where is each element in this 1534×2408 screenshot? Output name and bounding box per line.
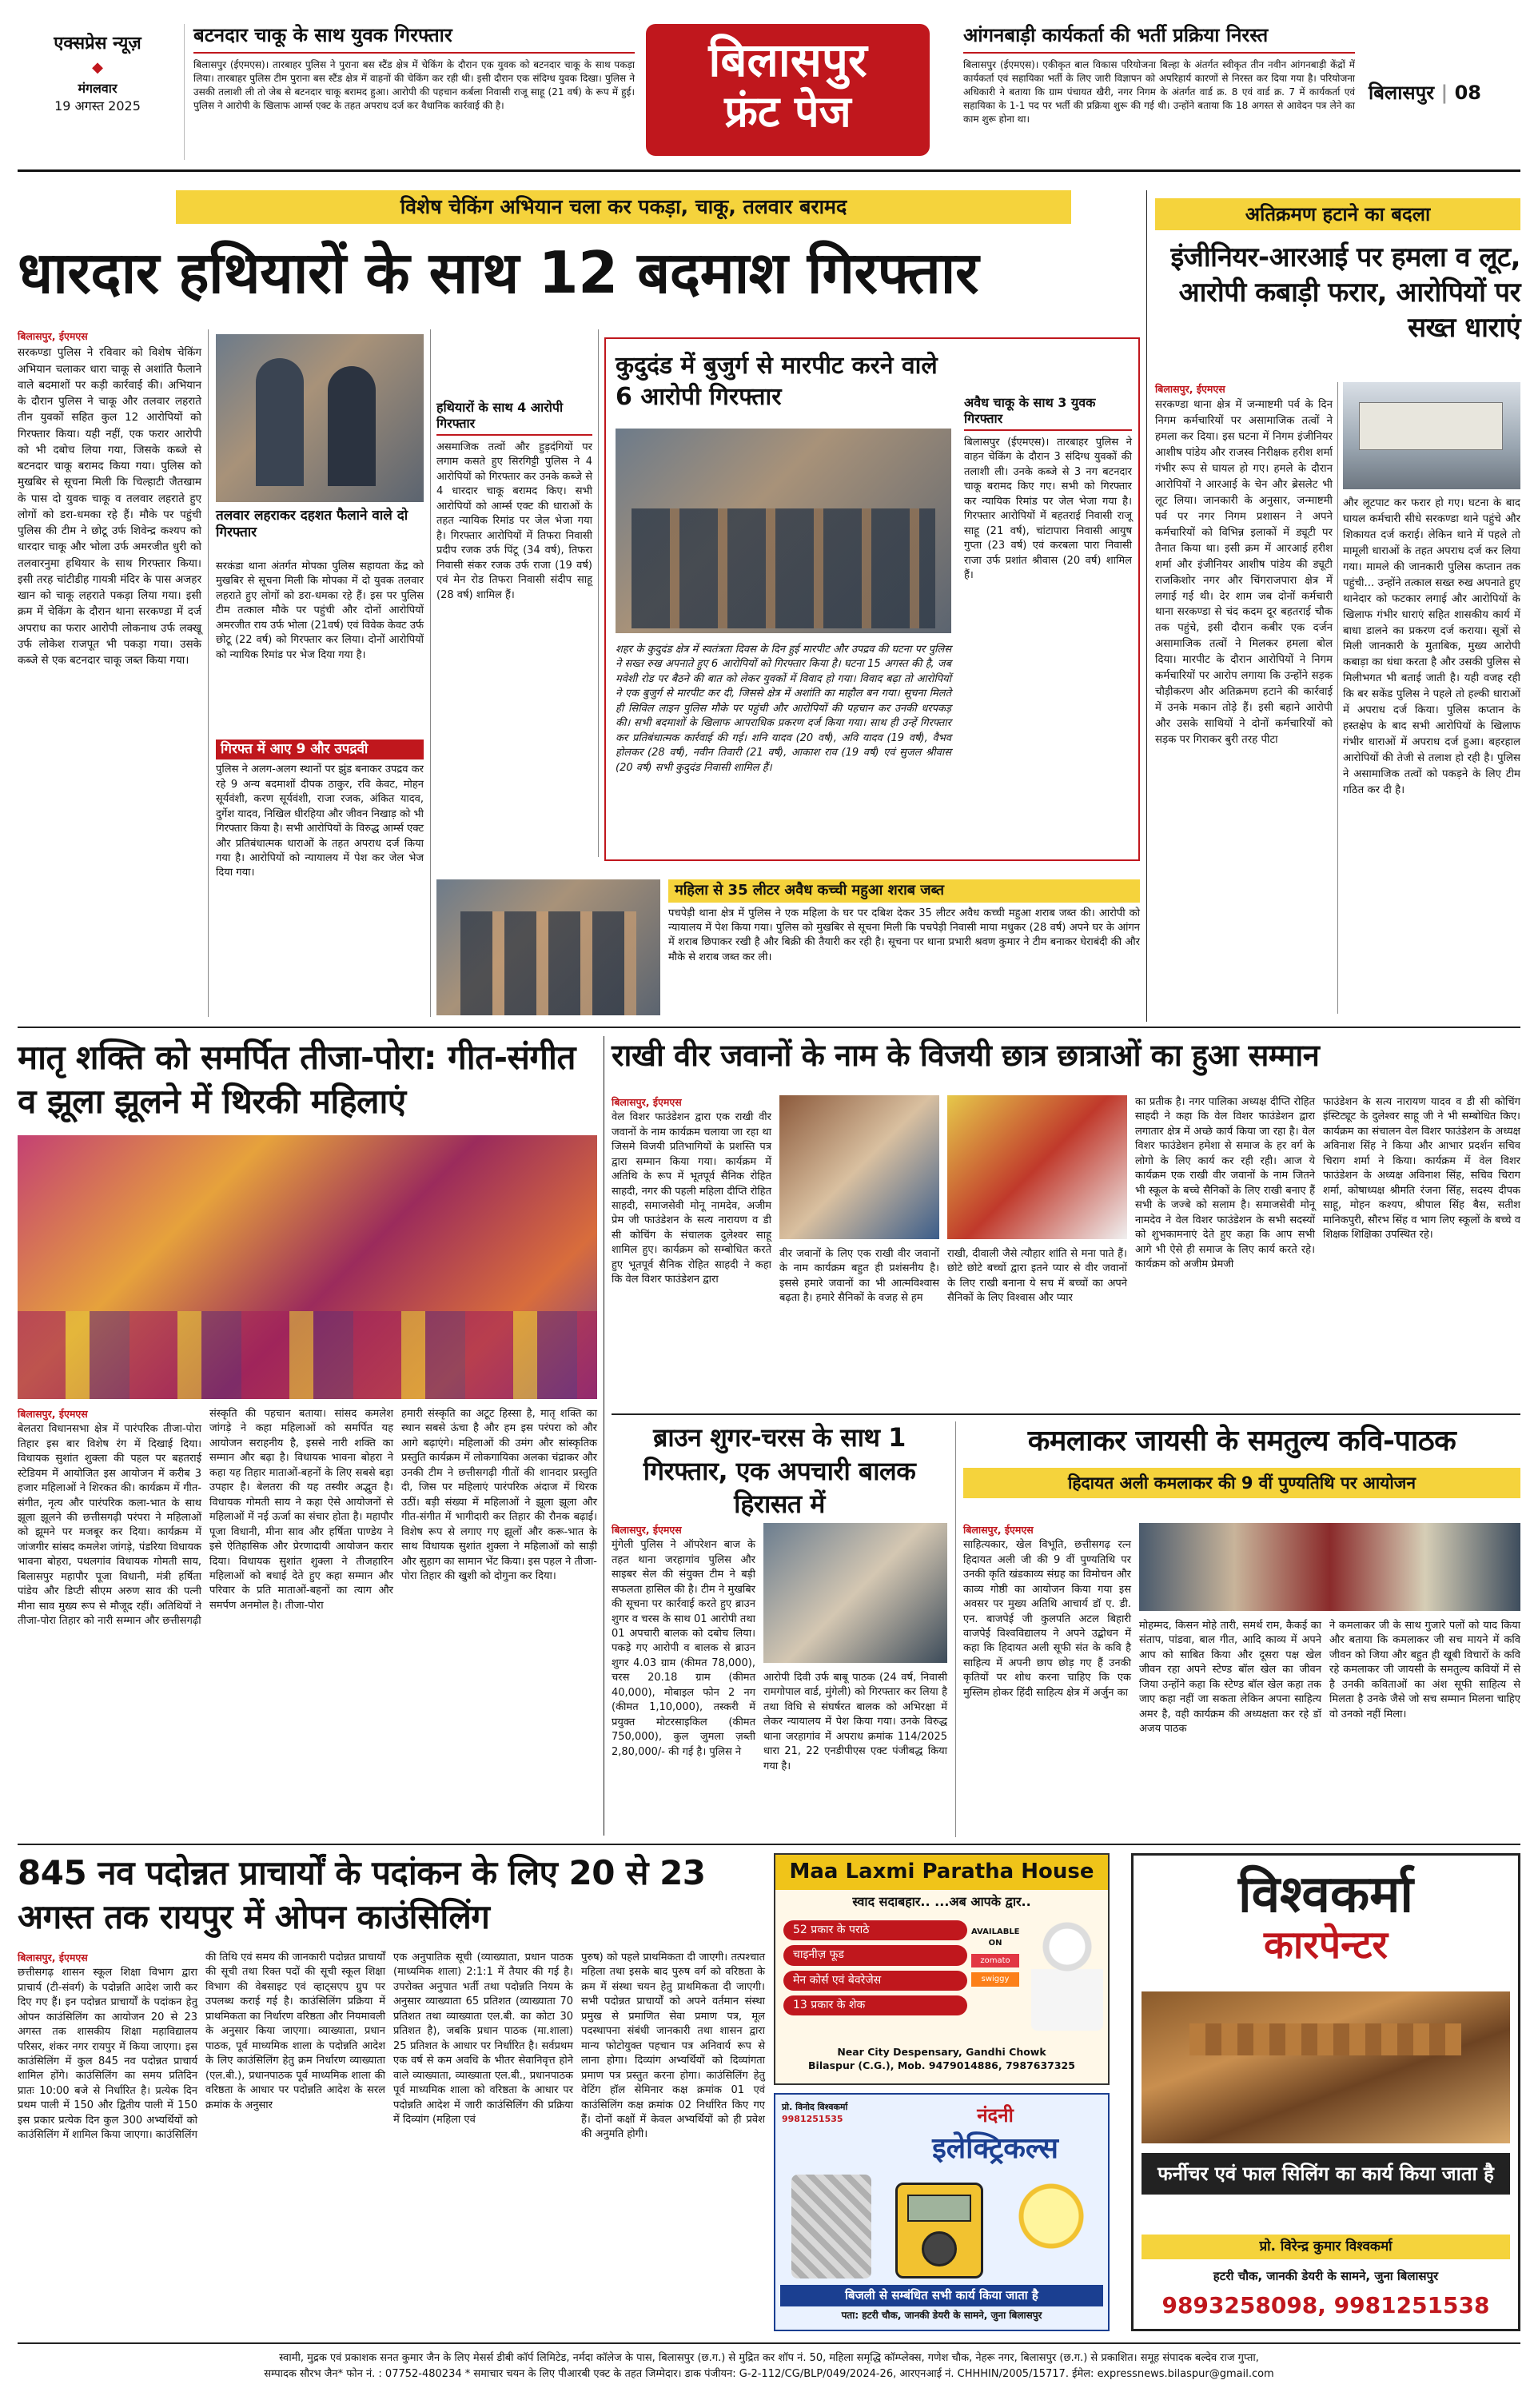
brand-block (18, 32, 177, 152)
masthead-right-story (963, 22, 1355, 126)
teeja-col1 (18, 1407, 201, 1629)
logo-line2: फ्रंट पेज (724, 86, 851, 137)
brand-diamond-icon: ◆ (92, 59, 103, 77)
carpenter-address: हटरी चौक, जानकी डेयरी के सामने, जुना बिलासपुर (1213, 2269, 1439, 2283)
right-lead-dateline: बिलासपुर, ईएमएस (1155, 383, 1225, 395)
paratha-apps (971, 1927, 1019, 1987)
page-section-label: बिलासपुर | 08 (1369, 82, 1481, 104)
teeja-dateline: बिलासपुर, ईएमएस (18, 1408, 88, 1420)
rakhi-col4: का प्रतीक है। नगर पालिका अध्यक्ष दीप्ति रोहित साहदी ने कहा कि वेल विशर फाउंडेशन द्वारा लगातार क्षेत्र में अच्छे कार्य किया जा रहा है। वेल विशर फाउंडेशन हमेशा से समाज के हर वर्ग के लोगो के लिए कार्य कर रही रही। आज ये कार्यक्रम एक राखी वीर जवानों के नाम जितने भी स्कूल के बच्चे सैनिकों के लिए राखी बनाए हैं सभी के जज्बे को सलाम है। समाजसेवी मोनू नामदेव ने वेल विशर फाउंडेशन के सभी सदस्यों को शुभकामनाएं देते हुए कहा कि आप सभी आगे भी ऐसे ही समाज के लिए कार्य करते रहे। कार्यक्रम को अजीम प्रेमजी (1135, 1096, 1315, 1270)
paratha-item: 13 प्रकार के शेक (783, 1995, 967, 2015)
electric-brand: इलेक्ट्रिकल्स (932, 2132, 1058, 2166)
lead-sub2-head: गिरफ्त में आए 9 और उपद्रवी (216, 740, 424, 759)
right-lead-photo (1343, 382, 1520, 489)
rakhi-col3: राखी, दीवाली जैसे त्यौहार शांति से मना पाते हैं। छोटे छोटे बच्चों द्वारा इतने प्यार से वीर जवानों के लिए राखी बनाना ये सच में बच्चों का अपने सैनिकों के लिए विश्वास और प्यार (947, 1248, 1127, 1305)
kudu-box (604, 337, 1140, 861)
paratha-address-line: Near City Despensary, Gandhi Chowk (837, 2046, 1046, 2058)
counseling-col1 (18, 1951, 197, 2143)
rakhi-col5: फाउंडेशन के सत्य नारायण यादव व डी सी कोचिंग इंस्टिट्यूट के दुलेश्वर साहू जी ने भी सम्बोधित किए। कार्यक्रम का संचालन वेल विशर फाउंडेशन के अध्यक्ष अविनाश सिंह ने किया और आभार प्रदर्शन सचिव चिराग शर्मा ने किया। कार्यक्रम में वेल विशर फाउंडेशन के अध्यक्ष अविनाश सिंह, सचिव चिराग शर्मा, कोषाध्यक्ष श्रीमति रंजना सिंह, सदस्य दीपक साहू, मोहन कश्यप, श्रीपाल सिंह बैस, सतीश मानिकपुरी, सौरभ सिंह व भाग लिए स्कूलों के बच्चे व शिक्षक शिक्षिका उपस्थित रहे। (1323, 1096, 1520, 1242)
kamla-photo (1139, 1523, 1520, 1611)
counseling-col4: पुरुष) को पहले प्राथमिकता दी जाएगी। तत्पश्चात महिला तथा इसके बाद पुरुष वर्ग को वरिष्ठता के क्रम में संस्था चयन हेतु प्राथमिकता दी जाएगी। सभी पदोन्नत प्राचार्यों को अपने वर्तमान संस्था प्रमुख से प्रमाणित सेवा प्रमाण पत्र, मूल पदस्थापना संबंधी जानकारी तथा शासन द्वारा मान्य फोटोयुक्त पहचान पत्र अनिवार्य रूप से लाना होगा। दिव्यांग अभ्यर्थियों को दिव्यांगता प्रमाण पत्र प्रस्तुत करना होगा। काउंसिलिंग हेतु वेटिंग हॉल सेमिनार कक्ष क्रमांक 01 एवं काउंसिलिंग कक्ष क्रमांक 02 निर्धारित किए गए हैं। दोनों कक्षों में केवल अभ्यर्थियों को ही प्रवेश की अनुमति होगी। (581, 1952, 765, 2141)
lead-sub1-body: सरकंडा थाना अंतर्गत मोपका पुलिस सहायता केंद्र को मुखबिर से सूचना मिली कि मोपका में दो युवक तलवार लहराते हुए लोगों को डरा-धमका रहे हैं। इस पर पुलिस टीम तत्काल मौके पर पहुंची और दोनों आरोपियों अमरजीत राय उर्फ भोला (21वर्ष) एवं विवेक केवट उर्फ छोटू (22 वर्ष) को गिरफ्तार कर लिया। दोनों आरोपियों को न्यायिक रिमांड पर भेज दिया गया है। (216, 560, 424, 661)
brand-date: 19 अगस्त 2025 (54, 98, 141, 114)
lead-photo1-caption: तलवार लहराकर दहशत फैलाने वाले दो गिरफ्तार (216, 508, 408, 541)
lead-sub3-body: असमाजिक तत्वों और हुड़दंगियों पर लगाम कसते हुए सिरगिट्टी पुलिस ने 4 आरोपियों को गिरफ्तार कर उनके कब्जे से 4 धारदार चाकू बरामद किए। सभी आरोपियों को आर्म्स एक्ट की धाराओं के तहत न्यायिक रिमांड पर जेल भेजा गया है। गिरफ्तार आरोपियों में तिफरा निवासी प्रदीप रजक उर्फ पिंटू (34 वर्ष), तिफरा निवासी संकर रजक उर्फ राजा (19 वर्ष) एवं मेन रोड तिफरा निवासी संदीप साहू (28 वर्ष) शामिल हैं। (436, 441, 592, 601)
brand-top: एक्सप्रेस न्यूज़ (54, 34, 141, 54)
carpenter-title: विश्वकर्मा (1238, 1865, 1413, 1924)
kamla-headline: कमलाकर जायसी के समतुल्य कवि-पाठक (1027, 1425, 1456, 1457)
electric-address: पता: हटरी चौक, जानकी डेयरी के सामने, जुना बिलासपुर (841, 2310, 1042, 2321)
kamla-col3: ने कमलाकर जी के साथ गुजारे पलों को याद किया और बताया कि कमलाकर जी सच मायने में कवि जीवन को जिया और बहुत ही खूबी विचारों के कवि रहे कमलाकर जी जायसी के समतुल्य कवियों में से है उनकी कविताओं का अंश सूफी साहित्य से मिलता है उनके जैसे जो सच सम्मान मिलना चाहिए वो उनको नहीं मिला। (1329, 1620, 1520, 1720)
teeja-col2: संस्कृति की पहचान बताया। सांसद कमलेश जांगड़े ने कहा महिलाओं को समर्पित यह आयोजन सराहनीय है, इससे नारी शक्ति का सम्मान और बढ़ा है। विधायक भावना बोहरा ने कहा यह तिहार माताओं-बहनों के लिए सबसे बड़ा उपहार है। बेलतरा की यह तस्वीर अद्भुत है। विधायक गोमती साय ने कहा ऐसे आयोजनों से महिलाओं में नई ऊर्जा का संचार होता है। महापौर पूजा विधानी, मीना साव और हर्षिता पाण्डेय ने इसे ऐतिहासिक और प्रेरणादायी आयोजन करार दिया। विधायक सुशांत शुक्ला ने तीजहारिन महिलाओं को बधाई देते हुए कहा सम्मान और परिवार के प्रति माताओं-बहनों का त्याग और समर्पण अनमोल है। तीजा-पोरा (209, 1408, 393, 1612)
lead-sub4-head: अवैध चाकू के साथ 3 युवक गिरफ्तार (964, 395, 1132, 431)
paratha-tagline2: ...अब आपके द्वार.. (934, 1893, 1031, 1909)
front-page-logo (646, 24, 930, 156)
masthead-left-story (193, 22, 635, 113)
electric-owner-box (782, 2101, 886, 2125)
brown-col2: आरोपी दिवी उर्फ बाबू पाठक (24 वर्ष, निवासी रामगोपाल वार्ड, मुंगेली) को गिरफ्तार कर लिया है तथा विधि से संघर्षरत बालक को अभिरक्षा में लेकर न्यायालय में पेश किया गया। उनके विरुद्ध थाना जरहागांव में अपराध क्रमांक 114/2025 धारा 21, 22 एनडीपीएस एक्ट पंजीबद्ध किया गया है। (763, 1672, 947, 1772)
kudu-body: शहर के कुदुदंड क्षेत्र में स्वतंत्रता दिवस के दिन हुई मारपीट और उपद्रव की घटना पर पुलिस ने सख्त रुख अपनाते हुए 6 आरोपियों को गिरफ्तार किया है। घटना 15 अगस्त की है, जब मवेशी रोड पर बैठने की बात को लेकर युवकों में विवाद हो गया। विवाद बढ़ा तो आरोपियों ने एक बुजुर्ग से मारपीट कर दी, जिससे क्षेत्र में अशांति का माहौल बन गया। सूचना मिलते ही सिविल लाइन पुलिस मौके पर पहुंची और आरोपियों की पहचान कर उनकी धरपकड़ की। सभी बदमाशों के खिलाफ आपराधिक प्रकरण दर्ज किया गया। साथ ही उन्हें गिरफ्तार कर प्रतिबंधात्मक कार्रवाई की गई। शनि यादव (20 वर्ष), अवि यादव (19 वर्ष), वैभव होलकर (28 वर्ष), नवीन तिवारी (21 वर्ष), आकाश राव (19 वर्ष) एवं सुजल श्रीवास (20 वर्ष) सभी कुदुदंड निवासी शामिल हैं। (616, 644, 951, 774)
rakhi-headline: राखी वीर जवानों के नाम के विजयी छात्र छात्राओं का हुआ सम्मान (612, 1038, 1320, 1073)
paratha-item: 52 प्रकार के पराठे (783, 1920, 967, 1940)
page-number: 08 (1454, 82, 1481, 104)
masthead (0, 0, 1534, 164)
rakhi-col1-text: वेल विशर फाउंडेशन द्वारा एक राखी वीर जवानों के नाम कार्यक्रम चलाया जा रहा था जिसमे विजयी प्रतिभागियों के प्रशस्ति पत्र द्वारा सम्मान किया गया। कार्यक्रम में अतिथि के रूप में भूतपूर्व सैनिक रोहित साहदी, नगर की पहली महिला दीप्ति रोहित साहदी, समाजसेवी मोनू नामदेव, अजीम प्रेम जी फाउंडेशन के सत्य नारायण व डी सी कोचिंग के संचालक दुलेश्वर साहू शामिल हुए। कार्यक्रम को सम्बोधित करते हुए भूतपूर्व सैनिक रोहित साहदी ने कहा कि वेल विशर फाउंडेशन द्वारा (612, 1111, 771, 1286)
counseling-col1-text: छत्तीसगढ़ शासन स्कूल शिक्षा विभाग द्वारा प्राचार्य (टी-संवर्ग) के पदोन्नति आदेश जारी कर दिए गए हैं। इन पदोन्नत प्राचार्यों के पदांकन हेतु ओपन काउंसिलिंग का आयोजन 20 से 23 अगस्त तक शासकीय शिक्षा महाविद्यालय परिसर, शंकर नगर रायपुर में किया जाएगा। इस काउंसिलिंग में कुल 845 नव पदोन्नत प्राचार्य शामिल होंगे। काउंसिलिंग का समय प्रतिदिन प्रातः 10:00 बजे से निर्धारित है। प्रत्येक दिन प्रथम पाली में 150 और द्वितीय पाली में 150 इस प्रकार प्रत्येक दिन कुल 300 अभ्यर्थियों को काउंसिलिंग में शामिल किया जाएगा। काउंसिलिंग (18, 1967, 197, 2142)
teeja-col3: हमारी संस्कृति का अटूट हिस्सा है, मातृ शक्ति का स्थान सबसे ऊंचा है और हम इस परंपरा को और आगे बढ़ाएंगे। महिलाओं की उमंग और सांस्कृतिक प्रस्तुति कार्यक्रम में लोकगायिका अलका चंद्राकर और उनकी टीम ने छत्तीसगढ़ी गीतों की शानदार प्रस्तुति दी, जिस पर महिलाएं पारंपरिक अंदाज में थिरक उठीं। बड़ी संख्या में महिलाओं ने झूला झूला और गीत-संगीत में भागीदारी कर तिहार की रौनक बढ़ाई। विशेष रूप से लगाए गए झूलों और करू-भात के साथ विधायक सुशांत शुक्ला ने महिलाओं को साड़ी और सुहाग का सामान भेंट किया। इस पहल ने तीजा-पोरा तिहार की खुशी को दोगुना कर दिया। (401, 1408, 597, 1582)
right-lead-col1 (1155, 382, 1333, 748)
section-name: बिलासपुर (1369, 82, 1435, 104)
kudu-photo (616, 429, 951, 633)
kudu-headline: कुदुदंड में बुजुर्ग से मारपीट करने वाले 6 आरोपी गिरफ्तार (616, 352, 938, 411)
footer (18, 2350, 1520, 2382)
kamla-col2: मोहम्मद, किसन मोहे तारी, समर्थ राम, कैकई का संताप, पांडवा, बाल गीत, आदि काव्य में अपने आप को साबित किया और दूसरा पक्ष खेल जीवन रहा अपने स्टेण्ड बॉल खेल का जीवन जिया उन्होंने कहा कि स्टेण्ड बॉल खेल कहा तक जाए कहा नहीं जा सकता लेकिन अपना साहित्य अमर है, वही कार्यक्रम की अध्यक्षता कर रहे डॉ अजय पाठक (1139, 1620, 1321, 1736)
ad-carpenter (1131, 1853, 1520, 2331)
rakhi-col2: वीर जवानों के लिए एक राखी वीर जवानों के नाम कार्यक्रम बहुत ही प्रशंसनीय है। इससे हमारे जवानों का भी आत्मविश्वास बढ़ता है। हमारे सैनिकों के वजह से हम (779, 1248, 939, 1305)
carpenter-photo (1142, 1991, 1510, 2143)
kamla-kicker: हिदायत अली कमलाकर की 9 वीं पुण्यतिथि पर आयोजन (963, 1468, 1520, 1498)
kamla-dateline: बिलासपुर, ईएमएस (963, 1524, 1034, 1536)
liquor-body: पचपेड़ी थाना क्षेत्र में पुलिस ने एक महिला के घर पर दबिश देकर 35 लीटर अवैध कच्ची महुआ शराब जब्त की। आरोपी को न्यायालय में पेश किया गया। पुलिस को मुखबिर से सूचना मिली कि पचपेड़ी निवासी माया मधुकर (28 वर्ष) अपने घर के आंगन में शराब छिपाकर रखी है और बिक्री की तैयारी कर रही है। सूचना पर थाना प्रभारी श्रवण कुमार ने टीम बनाकर घेराबंदी की और मौके से शराब जब्त कर ली। (668, 907, 1141, 963)
teeja-col1-text: बेलतरा विधानसभा क्षेत्र में पारंपरिक तीजा-पोरा तिहार इस बार विशेष रंग में दिखाई दिया। विधायक सुशांत शुक्ला की पहल पर बहतराई स्टेडियम में आयोजित इस आयोजन में करीब 3 हजार महिलाओं ने शिरकत की। कार्यक्रम में गीत-संगीत, नृत्य और पारंपरिक कला-भात के साथ झूला झूलने की छत्तीसगढ़ी परंपरा ने महिलाओं को झूमने पर मजबूर कर दिया। कार्यक्रम में जांजगीर सांसद कमलेश जांगड़े, पंडरिया विधायक भावना बोहरा, पथलगांव विधायक गोमती साय, बिलासपुर महापौर पूजा विधानी, मंत्री हर्षिता पांडेय और डिप्टी सीएम अरुण साव की पत्नी मीना साव मुख्य रूप से मौजूद रहीं। अतिथियों ने तीजा-पोरा तिहार को नारी सम्मान और छत्तीसगढ़ी (18, 1423, 201, 1628)
lead-kicker: विशेष चेकिंग अभियान चला कर पकड़ा, चाकू, तलवार बरामद (176, 190, 1071, 224)
multimeter-icon (895, 2183, 983, 2278)
available-on-label: AVAILABLE ON (971, 1928, 1020, 1948)
brown-col1 (612, 1523, 755, 1760)
left-story-body: बिलासपुर (ईएमएस)। तारबाहर पुलिस ने पुराना बस स्टैंड क्षेत्र में चेकिंग के दौरान एक युवक को बटनदार चाकू के साथ पकड़ा लिया। तारबाहर पुलिस टीम पुराना बस स्टैंड क्षेत्र में वाहनों की चेकिंग कर रही थी। इसी दौरान एक संदिग्ध युवक दिखा। पुलिस ने उसकी तलाशी ली तो जेब से बटनदार चाकू बरामद हुआ। आरोपी की पहचान कर्बला निवासी राजू साहू (21 वर्ष) के रूप में हुई। पुलिस ने आरोपी के खिलाफ आर्म्स एक्ट के तहत अपराध दर्ज कर वैधानिक कार्रवाई की है। (193, 59, 635, 112)
brown-col1-text: मुंगेली पुलिस ने ऑपरेशन बाज के तहत थाना जरहागांव पुलिस और साइबर सेल की संयुक्त टीम ने बड़ी सफलता हासिल की है। टीम ने मुखबिर की सूचना पर कार्रवाई करते हुए ब्राउन शुगर व चरस के साथ 01 आरोपी तथा 01 अपचारी बालक को दबोच लिया। पकड़े गए आरोपी व बालक से ब्राउन शुगर 4.03 ग्राम (कीमत 78,000), चरस 20.18 ग्राम (कीमत 40,000), मोबाइल फोन 2 नग (कीमत 1,10,000), तस्करी में प्रयुक्त मोटरसाइकिल (कीमत 750,000), कुल जुमला ज़ब्ती 2,80,000/- की गई है। पुलिस ने (612, 1539, 755, 1758)
electric-brand-top: नंदनी (977, 2104, 1014, 2127)
left-story-title: बटनदार चाकू के साथ युवक गिरफ्तार (193, 22, 635, 54)
paratha-contact-line: Bilaspur (C.G.), Mob. 9479014886, 7987637325 (808, 2059, 1075, 2072)
footer-line1: स्वामी, मुद्रक एवं प्रकाशक सनत कुमार जैन के लिए मेसर्स डीबी कॉर्प लिमिटेड, नर्मदा कॉलेज के पास, बिलासपुर (छ.ग.) से मुद्रित कर शॉप नं. 50, महिला समृद्धि कॉम्प्लेक्स, गणेश चौक, नेहरू नगर, बिलासपुर (छ.ग.) से प्रकाशित। समूह संपादक बल्देव राज गुप्ता, (279, 2352, 1259, 2364)
lead-dateline: बिलासपुर, ईएमएस (18, 330, 88, 342)
rakhi-photo-1 (779, 1095, 939, 1239)
logo-line1: बिलासपुर (708, 33, 867, 87)
lead-headline: धारदार हथियारों के साथ 12 बदमाश गिरफ्तार (18, 239, 978, 306)
brand-day: मंगलवार (78, 81, 118, 97)
counseling-headline: 845 नव पदोन्नत प्राचार्यों के पदांकन के लिए 20 से 23 अगस्त तक रायपुर में ओपन काउंसिलिंग (18, 1853, 706, 1936)
tools-icon (791, 2175, 871, 2278)
brown-dateline: बिलासपुर, ईएमएस (612, 1524, 682, 1536)
paratha-title: Maa Laxmi Paratha House (775, 1855, 1108, 1890)
counseling-dateline: बिलासपुर, ईएमएस (18, 1952, 88, 1963)
paratha-tagline1: स्वाद सदाबहार.. (852, 1893, 930, 1909)
electric-brand-box (887, 2103, 1103, 2169)
lead-sub2-body: पुलिस ने अलग-अलग स्थानों पर झुंड बनाकर उपद्रव कर रहे 9 अन्य बदमाशों दीपक ठाकुर, रवि केवट, मोहन सूर्यवंशी, करण सूर्यवंशी, राजा रजक, अंकित यादव, दुर्गेश यादव, निखिल धीरहिया और जीवन निखाड़ को भी गिरफ्तार किया है। सभी आरोपियों के विरुद्ध आर्म्स एक्ट और प्रतिबंधात्मक धाराओं के तहत अपराध दर्ज किया गया है। आरोपियों को न्यायालय में पेश कर जेल भेज दिया गया। (216, 763, 424, 879)
counseling-col3: एक अनुपातिक सूची (व्याख्याता, प्रधान पाठक (माध्यमिक शाला) 2:1:1 में तैयार की गई है। उपरोक्त अनुपात भर्ती तथा पदोन्नति नियम के अनुसार व्याख्याता 65 प्रतिशत (व्याख्याता 70 प्रतिशत तथा व्याख्याता एल.बी. का कोटा 30 प्रतिशत है), जबकि प्रधान पाठक (मा.शाला) 25 प्रतिशत के आधार पर निर्धारित है। सर्वप्रथम एक वर्ष से कम अवधि के भीतर सेवानिवृत्त होने वाले व्याख्याता, व्याख्याता एल.बी., प्रधानपाठक पूर्व माध्यमिक शाला को वरिष्ठता के आधार पर पदोन्नति आदेश में जारी काउंसिलिंग की प्रक्रिया में दिव्यांग (महिला एवं (393, 1952, 573, 2126)
rakhi-photo-2 (947, 1095, 1127, 1239)
ad-electric (774, 2093, 1110, 2331)
liquor-box (668, 879, 1140, 1015)
paratha-address (775, 2045, 1108, 2073)
right-story-body: बिलासपुर (ईएमएस)। एकीकृत बाल विकास परियोजना बिल्हा के अंतर्गत स्वीकृत तीन नवीन आंगनबाड़ी केंद्रों में कार्यकर्ता एवं सहायिका भर्ती के लिए जारी विज्ञापन को अपरिहार्य कारणों से निरस्त कर दिया गया है। परियोजना अधिकारी ने बताया कि ग्राम पंचायत खैरी, नगर निगम के अंतर्गत वार्ड क्र. 8 एवं वार्ड क्र. 7 में कार्यकर्ता एवं सहायिका के 1-1 पद पर भर्ती की प्रक्रिया शुरू की गई थी। उन्होंने बताया कि 18 अगस्त से आवेदन पत्र लेने का काम शुरू होना था। (963, 59, 1355, 126)
lead-col1 (18, 329, 201, 668)
rakhi-dateline: बिलासपुर, ईएमएस (612, 1096, 682, 1108)
brown-headline: ब्राउन शुगर-चरस के साथ 1 गिरफ्तार, एक अपचारी बालक हिरासत में (643, 1422, 916, 1520)
lead-photo-1 (216, 334, 424, 502)
electric-phone: 9981251535 (782, 2114, 843, 2125)
counseling-col2: की तिथि एवं समय की जानकारी पदोन्नत प्राचार्यों की सूची तथा रिक्त पदों की सूची स्कूल शिक्षा विभाग की वेबसाइट एवं व्हाट्सएप ग्रुप पर उपलब्ध कराई गई है। काउंसिलिंग प्रक्रिया में प्राथमिकता का निर्धारण वरिष्ठता और नियमावली के अनुसार किया जाएगा। व्याख्याता, प्रधान पाठक, पूर्व माध्यमिक शाला के पदोन्नति आदेश के लिए काउंसिलिंग हेतु क्रम निर्धारण व्याख्याता (एल.बी.), प्रधानपाठक पूर्व माध्यमिक शाला की वरिष्ठता के आधार पर पदोन्नति आदेश के सरल क्रमांक के अनुसार (205, 1952, 385, 2111)
right-story-title: आंगनबाड़ी कार्यकर्ता की भर्ती प्रक्रिया निरस्त (963, 22, 1355, 54)
lead-sub3 (436, 400, 592, 603)
carpenter-owner: प्रो. विरेन्द्र कुमार विश्वकर्मा (1142, 2235, 1510, 2259)
teeja-photo (18, 1135, 597, 1399)
carpenter-service: फर्नीचर एवं फाल सिलिंग का कार्य किया जाता है (1142, 2153, 1510, 2195)
kamla-col1-text: साहित्यकार, खेल विभूति, छत्तीसगढ़ रत्न हिदायत अली जी की 9 वीं पुण्यतिथि पर उनकी कृति खंडकाव्य संग्रह का विमोचन और काव्य गोष्ठी का आयोजन किया गया इस अवसर पर मुख्य अतिथि आचार्य डॉ ए. डी. एन. बाजपेई जी कुलपति अटल बिहारी वाजपेई विश्वविद्यालय ने अपने उद्बोधन में कहा कि हिदायत अली सूफी संत के कवि है साहित्य में अपनी छाप छोड़ गए हैं उनकी कृतियों पर शोध करना चाहिए कि एक मुस्लिम होकर हिंदी साहित्य क्षेत्र में अर्जुन का (963, 1539, 1131, 1699)
brown-photo (763, 1523, 947, 1663)
kamla-col1 (963, 1523, 1131, 1700)
electric-service: बिजली से सम्बंधित सभी कार्य किया जाता है (780, 2285, 1103, 2306)
electric-owner: प्रो. विनोद विश्वकर्मा (782, 2102, 848, 2112)
right-lead-col2: और लूटपाट कर फरार हो गए। घटना के बाद घायल कर्मचारी सीधे सरकण्डा थाने पहुंचे और शिकायत दर्ज कराई। लेकिन थाने में पहले तो मामूली धाराओं के तहत अपराध दर्ज कर लिया गया। मामले की जानकारी पुलिस कप्तान तक पहुंची... उन्होंने तत्काल सख्त रुख अपनाते हुए थानेदार को फटकार लगाई और आरोपियों के खिलाफ गंभीर धाराएं सहित शासकीय कार्य में बाधा डालने का प्रकरण दर्ज कराया। सूत्रों से मिली जानकारी के मुताबिक, मुख्य आरोपी कबाड़ा का धंधा करता है और उसकी पुलिस से मिलीभगत भी बताई जाती है। यही वजह रही कि बर सकेंड पुलिस ने पहले तो हल्की धाराओं में अपराध दर्ज किया। पुलिस कप्तान के हस्तक्षेप के बाद सभी आरोपियों के खिलाफ गंभीर धाराओं में अपराध दर्ज हुआ। बहरहाल आरोपियों की तेजी से तलाश हो रही है। पुलिस ने असामाजिक तत्वों को पकड़ने के लिए टीम गठित कर दी है। (1343, 497, 1520, 796)
lead-sub4-body: बिलासपुर (ईएमएस)। तारबाहर पुलिस ने वाहन चेकिंग के दौरान 3 संदिग्ध युवकों की तलाशी ली। उनके कब्जे से 3 नग बटनदार चाकू बरामद किए गए। सभी को गिरफ्तार कर न्यायिक रिमांड पर जेल भेजा गया है। गिरफ्तार आरोपियों में बहतराई निवासी राजू साहू (21 वर्ष), चांटापारा निवासी आयुष गुप्ता (23 वर्ष) एवं करबला पारा निवासी राजा उर्फ प्रशांत श्रीवास (20 वर्ष) शामिल हैं। (964, 437, 1132, 582)
carpenter-subtitle: कारपेन्टर (1263, 1923, 1389, 1968)
chef-icon (1031, 1919, 1103, 2031)
ad-paratha (774, 1853, 1110, 2085)
bulb-icon (1007, 2175, 1095, 2278)
lead-col1-text: सरकण्डा पुलिस ने रविवार को विशेष चेकिंग अभियान चलाकर धारा चाकू से अशांति फैलाने वाले बदमाशों पर कड़ी कार्रवाई की। अभियान के दौरान पुलिस ने चाकू और तलवार लहराते तीन युवकों सहित कुल 12 आरोपियों को गिरफ्तार किया। यही नहीं, एक फरार आरोपी को भी दबोच लिया गया, जिसके कब्जे से बटनदार चाकू बरामद किया गया। पुलिस को मुखबिर से सूचना मिली कि चिल्हाटी जैतखाम के पास दो युवक चाकू व तलवार लहराते हुए लोगों को डरा-धमका रहे हैं। मौके पर पहुंची पुलिस की टीम ने छोटू उर्फ शिवेन्द्र कश्यप को धारदार चाकू और भोला उर्फ अमरजीत धुरी को तलवारनुमा हथियार के साथ गिरफ्तार किया। इसी तरह चांटीडीह गायत्री मंदिर के पास अजहर खान को चाकू लहराते पकड़ा लिया गया। इसी क्रम में चेकिंग के दौरान थाना सरकण्डा में दर्ज अपराध का फरार आरोपी लोकनाथ उर्फ लक्खू उर्फ लोकेश राजपूत भी पकड़ा गया। उसके कब्जे से एक बटनदार चाकू जब्त किया गया। (18, 346, 201, 667)
paratha-items (783, 1920, 967, 2020)
carpenter-phones: 9893258098, 9981251538 (1161, 2292, 1490, 2318)
rakhi-col1 (612, 1095, 771, 1288)
right-lead-headline: इंजीनियर-आरआई पर हमला व लूट, आरोपी कबाड़ी फरार, आरोपियों पर सख्त धाराएं (1170, 241, 1520, 345)
liquor-headline: महिला से 35 लीटर अवैध कच्ची महुआ शराब जब्त (668, 879, 1140, 903)
paratha-item: चाइनीज़ फूड (783, 1945, 967, 1965)
lead-sub2 (216, 740, 424, 881)
footer-line2: सम्पादक सौरभ जैन* फोन नं. : 07752-480234 * समाचार चयन के लिए पीआरबी एक्ट के तहत जिम्मेदार। डाक पंजीयन: G-2-112/CG/BLP/049/2024-26, आरएनआई नं. CHHHIN/2005/15717. ईमेल: expressnews.bilaspur@gmail.com (264, 2368, 1274, 2381)
paratha-item: मेन कोर्स एवं बेवरेजेस (783, 1971, 967, 1991)
right-lead-col1-text: सरकण्डा थाना क्षेत्र में जन्माष्टमी पर्व के दिन निगम कर्मचारियों पर असामाजिक तत्वों ने हमला कर दिया। इस घटना में निगम इंजीनियर आशीष पांडेय और राजस्व निरीक्षक हरीश शर्मा गंभीर रूप से घायल हो गए। हमले के दौरान आरोपियों ने आरआई के चेन और ब्रेसलेट भी लूट लिया। जानकारी के अनुसार, जन्माष्टमी पर्व पर नगर निगम प्रशासन ने अपने कर्मचारियों को विभिन्न इलाकों में ड्यूटी पर तैनात किया था। इसी क्रम में आरआई हरीश शर्मा और इंजीनियर आशीष पांडेय की ड्यूटी राजकिशोर नगर और चिंगराजपारा क्षेत्र में लगाई गई थी। देर शाम जब दोनों कर्मचारी थाना सरकण्डा से चंद कदम दूर बहतराई चौक तक पहुंचे, इसी दौरान कबीर एक दर्जन असामाजिक तत्वों ने मिलकर हमला बोल दिया। मारपीट के दौरान आरोपियों ने निगम कर्मचारियों पर आरोप लगाया कि उन्होंने सड़क चौड़ीकरण और अतिक्रमण हटाने की कार्रवाई में उनके मकान तोड़े हैं। इसी बहाने आरोपी और उसके साथियों ने दोनों कर्मचारियों को सड़क पर गिराकर बुरी तरह पीटा (1155, 399, 1333, 746)
lead-sub4 (964, 395, 1132, 584)
swiggy-label: swiggy (971, 1972, 1019, 1987)
lead-sub3-head: हथियारों के साथ 4 आरोपी गिरफ्तार (436, 400, 592, 436)
lead-photo-2 (436, 879, 660, 1015)
teeja-headline: मातृ शक्ति को समर्पित तीजा-पोरा: गीत-संगीत व झूला झूलने में थिरकी महिलाएं (18, 1038, 576, 1121)
zomato-label: zomato (971, 1954, 1019, 1968)
right-lead-kicker: अतिक्रमण हटाने का बदला (1155, 198, 1520, 230)
